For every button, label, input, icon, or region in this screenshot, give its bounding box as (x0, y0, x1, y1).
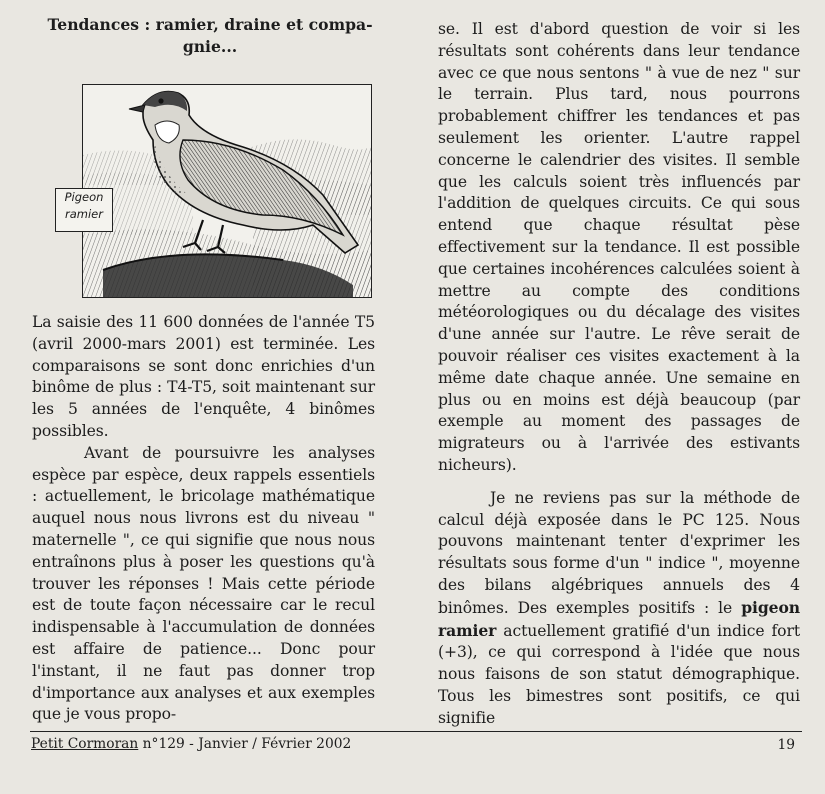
paragraph-method-text-start: Je ne reviens pas sur la méthode de calcul déjà exposée dans le PC 125. Nous pouvons maintenant tenter d'exprimer les résultats sous forme d'un " indice ", moyenne des bilans algébriques annuels des 4 binômes. Des exemples positifs : le (438, 488, 800, 617)
article-title-line-1: Tendances : ramier, draine et compa- (47, 15, 373, 34)
page-number: 19 (777, 737, 795, 753)
pigeon-drawing (83, 85, 371, 297)
paragraph-method (438, 488, 800, 730)
species-name-bold: pigeon ramier (438, 597, 800, 640)
footer-divider (30, 731, 802, 732)
right-column (438, 19, 800, 730)
article-title (40, 14, 380, 58)
issue-info: n°129 - Janvier / Février 2002 (138, 736, 352, 752)
paragraph-continuation: se. Il est d'abord question de voir si les résultats sont cohérents dans leur tendance avec ce que nous sentons " à vue de nez " sur le terrain. Plus tard, nous pourrons probablement chiffrer les tendances et pas seulement les orienter. L'autre rappel concerne le calendrier des visites. Il semble que les calculs soient très influencés par l'addition de quelques circuits. Ce qui sous entend que chaque résultat pèse effectivement sur la tendance. Il est possible que certaines incohérences calculées soient à mettre au compte des conditions météorologiques ou du décalage des visites d'une année sur l'autre. Le rêve serait de pouvoir réaliser ces visites exactement à la même date chaque année. Une semaine en plus ou en moins est déjà beaucoup (par exemple au moment des passages de migrateurs ou à l'arrivée des estivants nicheurs). (438, 20, 800, 474)
figure-caption (55, 188, 113, 232)
figure-caption-line-2: ramier (65, 207, 103, 221)
paragraph-reminders: Avant de poursuivre les analyses espèce par espèce, deux rappels essentiels : actuellement, le bricolage mathématique auquel nous nous livrons est du niveau " maternelle ", ce qui signifie que nous nous entraînons plus à poser les questions qu'à trouver les réponses ! Mais cette période est de toute façon nécessaire car le recul indispensable à l'accumulation de données est affaire de patience... Donc pour l'instant, il ne faut pas donner trop d'importance aux analyses et aux exemples que je vous propo- (32, 443, 375, 724)
paragraph-intro: La saisie des 11 600 données de l'année T5 (avril 2000-mars 2001) est terminée. Les comparaisons se sont donc enrichies d'un binôme de plus : T4-T5, soit maintenant sur les 5 années de l'enquête, 4 binômes possibles. (32, 313, 375, 440)
pigeon-illustration (82, 84, 372, 298)
page-footer (31, 735, 801, 753)
left-column (32, 312, 375, 726)
paragraph-method-text-end: actuellement gratifié d'un indice fort (+3), ce qui correspond à l'idée que nous nous faisons de son statut démographique. Tous les bimestres sont positifs, ce qui signifie (438, 621, 800, 727)
magazine-name: Petit Cormoran (31, 736, 139, 752)
figure-caption-line-1: Pigeon (64, 190, 104, 204)
article-title-line-2: gnie... (182, 37, 238, 56)
